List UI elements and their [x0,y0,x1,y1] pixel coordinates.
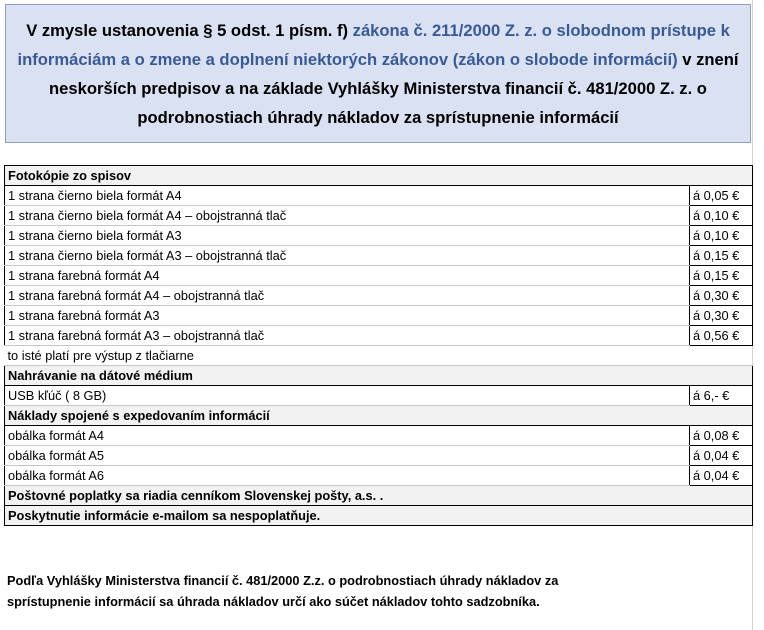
section-title: Fotokópie zo spisov [5,166,753,186]
item-label: 1 strana čierno biela formát A4 – obojstranná tlač [5,206,690,226]
printer-note: to isté platí pre výstup z tlačiarne [5,346,753,366]
table-row [5,266,753,286]
blank-row [0,143,764,165]
item-price: á 0,30 € [690,286,753,306]
section-title: Náklady spojené s expedovaním informácií [5,406,753,426]
item-label: 1 strana farebná formát A4 [5,266,690,286]
table-row [5,306,753,326]
footer-line: Podľa Vyhlášky Ministerstva financií č. 481/2000 Z.z. o podrobnostiach úhrady nákladov za [7,573,559,588]
item-label: 1 strana čierno biela formát A3 – obojstranná tlač [5,246,690,266]
item-label: 1 strana čierno biela formát A3 [5,226,690,246]
table-row [5,446,753,466]
item-price: á 0,30 € [690,306,753,326]
section-header-media [5,366,753,386]
item-label: USB kľúč ( 8 GB) [5,386,690,406]
table-row [5,466,753,486]
email-note-row [5,506,753,526]
item-price: á 0,56 € [690,326,753,346]
header-outro: v znení neskorších predpisov a na základe Vyhlášky Ministerstva financií č. 481/2000 Z. z. o podrobnostiach úhrady nákladov za sprístupnenie informácií [49,49,739,127]
item-price: á 0,10 € [690,226,753,246]
table-row [5,326,753,346]
table-row [5,346,753,366]
item-label: obálka formát A4 [5,426,690,446]
item-price: á 0,15 € [690,246,753,266]
section-header-photocopies [5,166,753,186]
item-price: á 6,- € [690,386,753,406]
price-table [4,165,753,526]
header-banner [5,4,751,143]
header-text [12,16,744,132]
email-note: Poskytnutie informácie e-mailom sa nespoplatňuje. [5,506,753,526]
table-row [5,426,753,446]
item-price: á 0,15 € [690,266,753,286]
table-row [5,386,753,406]
table-row [5,246,753,266]
footer-note [7,570,752,612]
section-header-shipping [5,406,753,426]
table-row [5,226,753,246]
postage-note-row [5,486,753,506]
item-label: obálka formát A6 [5,466,690,486]
section-title: Nahrávanie na dátové médium [5,366,753,386]
table-row [5,286,753,306]
item-label: 1 strana farebná formát A3 – obojstranná tlač [5,326,690,346]
item-label: 1 strana farebná formát A4 – obojstranná tlač [5,286,690,306]
header-intro: V zmysle ustanovenia § 5 odst. 1 písm. f) [26,20,353,40]
footer-line: sprístupnenie informácií sa úhrada nákladov určí ako súčet nákladov tohto sadzobníka. [7,594,540,609]
item-price: á 0,04 € [690,446,753,466]
item-label: 1 strana čierno biela formát A4 [5,186,690,206]
item-price: á 0,04 € [690,466,753,486]
item-label: obálka formát A5 [5,446,690,466]
law-reference-link[interactable]: zákona č. 211/2000 Z. z. o slobodnom prístupe k informáciám a o zmene a doplnení niektorých zákonov (zákon o slobode informácií) [17,20,730,69]
item-price: á 0,05 € [690,186,753,206]
item-price: á 0,10 € [690,206,753,226]
item-price: á 0,08 € [690,426,753,446]
item-label: 1 strana farebná formát A3 [5,306,690,326]
table-row [5,186,753,206]
postage-note: Poštovné poplatky sa riadia cenníkom Slovenskej pošty, a.s. . [5,486,753,506]
table-row [5,206,753,226]
